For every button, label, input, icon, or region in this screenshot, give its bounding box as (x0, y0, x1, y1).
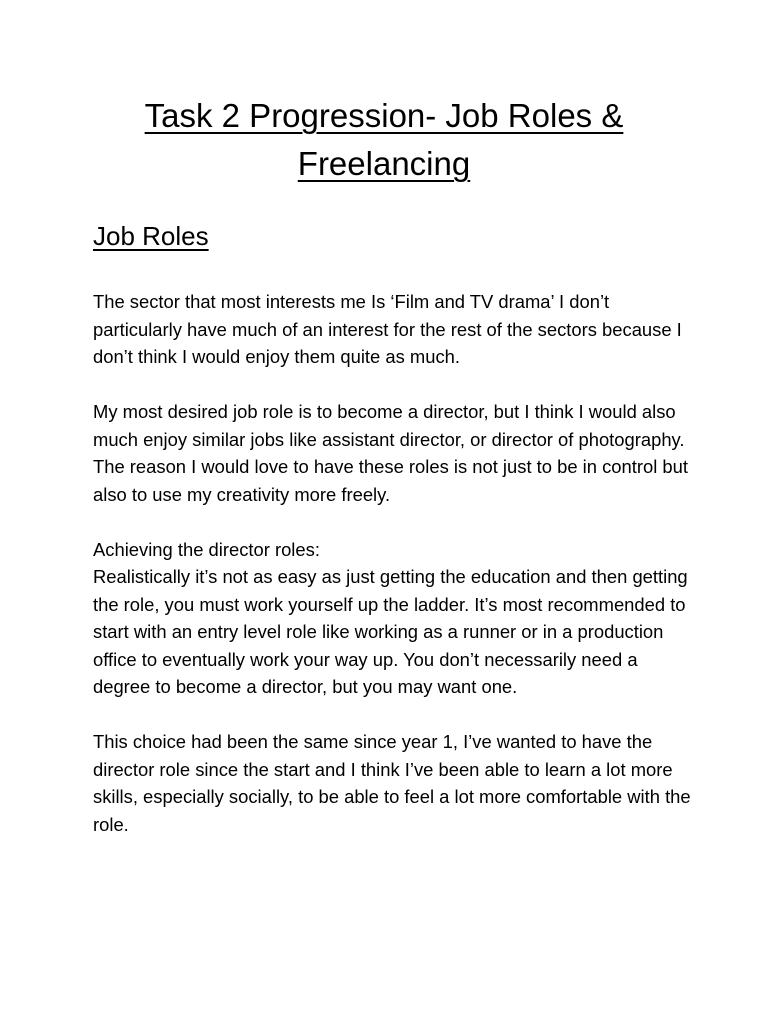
section-heading-job-roles: Job Roles (93, 221, 209, 251)
paragraph-desired-role: My most desired job role is to become a director, but I think I would also much enjoy similar jobs like assistant director, or director of photography. The reason I would love to have these roles is not just to be in control but also to use my creativity more freely. (93, 401, 688, 505)
paragraph-achieving-role: Achieving the director roles: Realistically it’s not as easy as just getting the education and then getting the role, you must work yourself up the ladder. It’s most recommended to start with an entry level role like working as a runner or in a production office to eventually work your way up. You don’t necessarily need a degree to become a director, but you may want one. (93, 538, 688, 697)
paragraph-sector-interest: The sector that most interests me Is ‘Film and TV drama’ I don’t particularly have much of an interest for the rest of the sectors because I don’t think I would enjoy them quite as much. (93, 291, 682, 367)
paragraph-choice-history: This choice had been the same since year 1, I’ve wanted to have the director role since the start and I think I’ve been able to learn a lot more skills, especially socially, to be able to feel a lot more comfortable with the role. (93, 731, 691, 835)
body-text (93, 288, 693, 866)
page-title: Task 2 Progression- Job Roles & Freelancing (144, 97, 624, 182)
